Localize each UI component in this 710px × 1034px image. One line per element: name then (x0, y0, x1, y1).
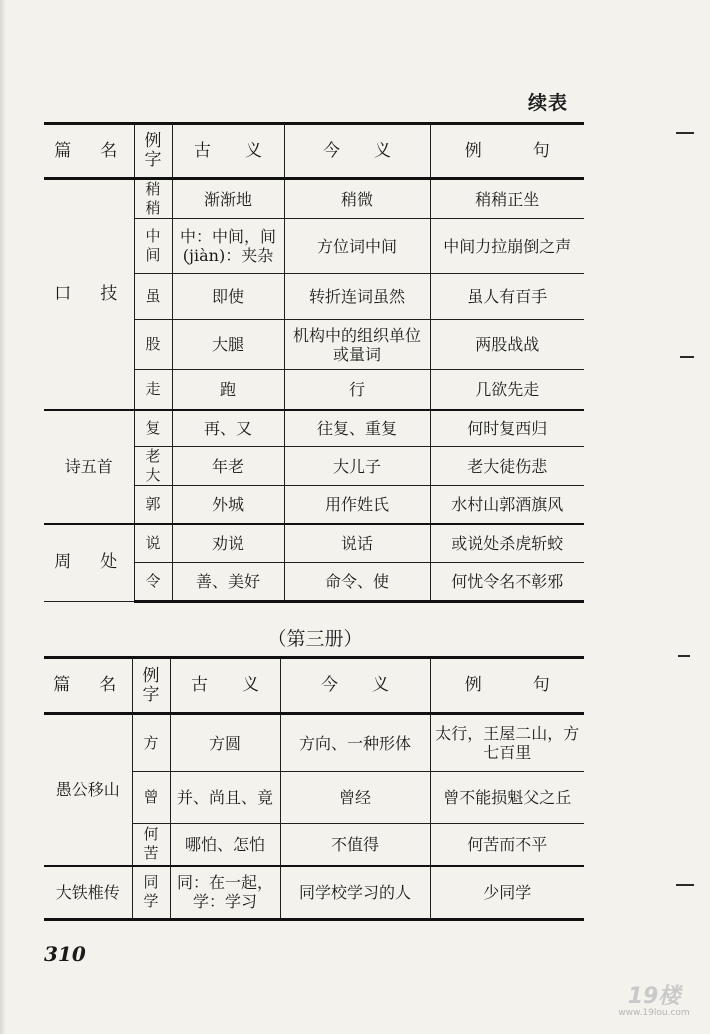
modern-meaning: 行 (284, 370, 430, 410)
example-word: 说 (134, 524, 172, 563)
example-sentence: 何苦而不平 (430, 824, 584, 866)
table-row (44, 410, 584, 447)
example-word: 老大 (134, 447, 172, 486)
ancient-meaning: 并、尚且、竟 (170, 772, 280, 824)
example-word: 股 (134, 320, 172, 370)
ancient-meaning: 方圆 (170, 714, 280, 772)
page-number: 310 (44, 942, 86, 966)
continued-label: 续表 (528, 92, 569, 114)
ancient-meaning: 渐渐地 (172, 179, 284, 219)
vocab-table-2 (44, 656, 584, 921)
lesson-name: 愚公移山 (44, 714, 132, 866)
header-ancient: 古 义 (170, 658, 280, 714)
ancient-meaning: 大腿 (172, 320, 284, 370)
example-sentence: 曾不能损魁父之丘 (430, 772, 584, 824)
example-word: 令 (134, 563, 172, 602)
example-word: 同学 (132, 866, 170, 920)
example-word: 复 (134, 410, 172, 447)
example-sentence: 太行，王屋二山，方七百里 (430, 714, 584, 772)
lesson-name: 口 技 (44, 179, 134, 410)
example-sentence: 稍稍正坐 (430, 179, 584, 219)
header-lesson: 篇 名 (44, 124, 134, 179)
modern-meaning: 用作姓氏 (284, 486, 430, 524)
lesson-name: 周 处 (44, 524, 134, 602)
example-sentence: 老大徒伤悲 (430, 447, 584, 486)
modern-meaning: 命令、使 (284, 563, 430, 602)
modern-meaning: 大儿子 (284, 447, 430, 486)
table-row (44, 179, 584, 219)
example-word: 走 (134, 370, 172, 410)
example-word: 虽 (134, 274, 172, 320)
header-modern: 今 义 (284, 124, 430, 179)
modern-meaning: 同学校学习的人 (280, 866, 430, 920)
table-row (44, 714, 584, 772)
ancient-meaning: 即使 (172, 274, 284, 320)
example-sentence: 何忧令名不彰邪 (430, 563, 584, 602)
margin-mark (678, 655, 690, 657)
example-sentence: 水村山郭酒旗风 (430, 486, 584, 524)
watermark-logo: 19楼 (627, 984, 681, 1009)
header-word: 例字 (134, 124, 172, 179)
watermark-url: www.19lou.com (618, 1008, 690, 1018)
ancient-meaning: 年老 (172, 447, 284, 486)
ancient-meaning: 哪怕、怎怕 (170, 824, 280, 866)
example-sentence: 或说处杀虎斩蛟 (430, 524, 584, 563)
table-row (44, 866, 584, 920)
header-example: 例 句 (430, 658, 584, 714)
ancient-meaning: 外城 (172, 486, 284, 524)
example-word: 方 (132, 714, 170, 772)
margin-mark (680, 356, 694, 358)
vocab-table-1 (44, 122, 584, 603)
example-sentence: 中间力拉崩倒之声 (430, 219, 584, 274)
header-modern: 今 义 (280, 658, 430, 714)
ancient-meaning: 同：在一起，学：学习 (170, 866, 280, 920)
ancient-meaning: 再、又 (172, 410, 284, 447)
modern-meaning: 曾经 (280, 772, 430, 824)
header-word: 例字 (132, 658, 170, 714)
margin-mark (676, 884, 694, 886)
example-sentence: 何时复西归 (430, 410, 584, 447)
example-word: 何苦 (132, 824, 170, 866)
table-header (44, 658, 584, 714)
margin-mark (676, 132, 694, 134)
ancient-meaning: 跑 (172, 370, 284, 410)
ancient-meaning: 劝说 (172, 524, 284, 563)
header-ancient: 古 义 (172, 124, 284, 179)
page-edge (0, 0, 6, 1034)
modern-meaning: 稍微 (284, 179, 430, 219)
example-word: 曾 (132, 772, 170, 824)
table-header (44, 124, 584, 179)
example-sentence: 虽人有百手 (430, 274, 584, 320)
example-word: 郭 (134, 486, 172, 524)
lesson-name: 诗五首 (44, 410, 134, 524)
ancient-meaning: 中：中间，间(jiàn)：夹杂 (172, 219, 284, 274)
modern-meaning: 说话 (284, 524, 430, 563)
modern-meaning: 转折连词虽然 (284, 274, 430, 320)
modern-meaning: 方向、一种形体 (280, 714, 430, 772)
example-word: 稍稍 (134, 179, 172, 219)
example-sentence: 几欲先走 (430, 370, 584, 410)
watermark (604, 986, 704, 1018)
modern-meaning: 不值得 (280, 824, 430, 866)
modern-meaning: 机构中的组织单位或量词 (284, 320, 430, 370)
example-sentence: 两股战战 (430, 320, 584, 370)
example-sentence: 少同学 (430, 866, 584, 920)
table-row (44, 524, 584, 563)
ancient-meaning: 善、美好 (172, 563, 284, 602)
example-word: 中间 (134, 219, 172, 274)
lesson-name: 大铁椎传 (44, 866, 132, 920)
modern-meaning: 方位词中间 (284, 219, 430, 274)
modern-meaning: 往复、重复 (284, 410, 430, 447)
header-lesson: 篇 名 (44, 658, 132, 714)
section-title: （第三册） (267, 628, 363, 650)
header-example: 例 句 (430, 124, 584, 179)
